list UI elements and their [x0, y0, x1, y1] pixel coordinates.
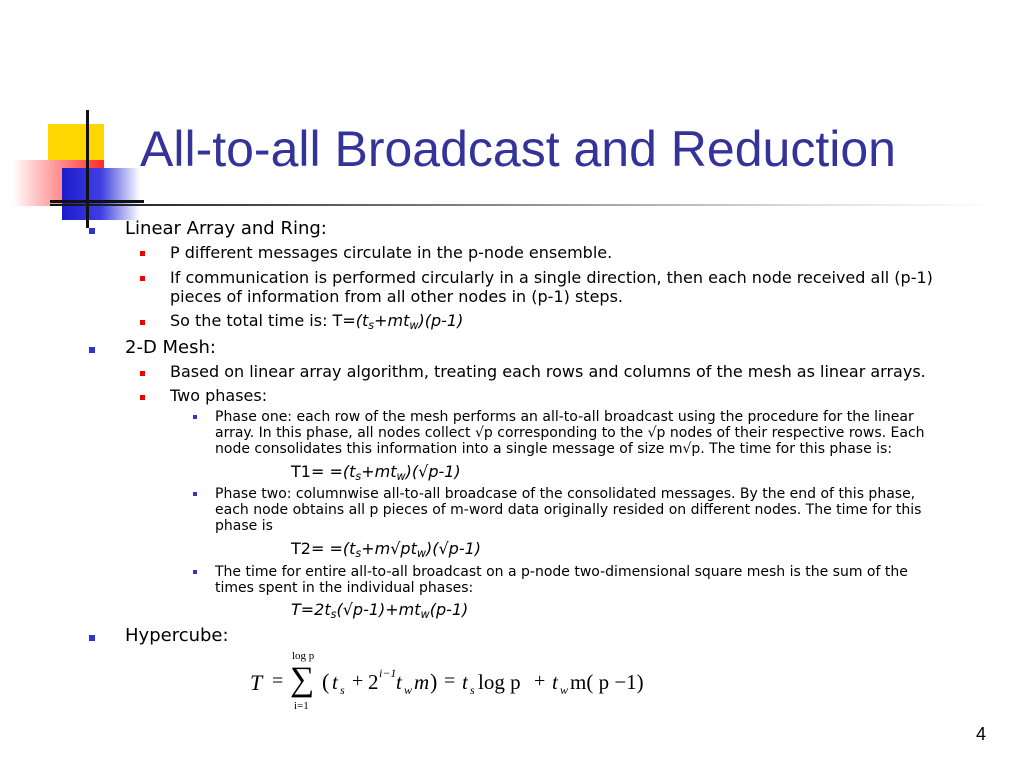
eq-tw: t: [396, 670, 402, 694]
bullet-level3: [193, 492, 197, 496]
eq-equals-2: =: [444, 670, 456, 692]
phase-one-line2: array. In this phase, all nodes collect √p corresponding to the √p nodes of their respective rows. Each: [215, 425, 925, 441]
eq-open-paren: (: [322, 669, 330, 694]
mesh-based-on: Based on linear array algorithm, treating each rows and columns of the mesh as linear arrays.: [170, 362, 926, 381]
eq-tw-sub: w: [404, 683, 413, 697]
bullet-level2: [140, 395, 145, 400]
eq-tw-2-sub: w: [560, 683, 569, 697]
eq-log-p: log p: [478, 670, 521, 694]
bullet-level2: [140, 371, 145, 376]
eq-sum-lower: i=1: [294, 700, 309, 712]
formula-t1: $T1= =(t_s+mt_w)(√p-1)$: [291, 462, 461, 483]
eq-tw-2: t: [552, 670, 558, 694]
phase-two-line1: Phase two: columnwise all-to-all broadcase of the consolidated messages. By the end of this phase,: [215, 486, 916, 502]
eq-rest: m( p −1): [570, 670, 644, 694]
eq-m: m: [414, 670, 430, 694]
eq-ts-2: t: [462, 670, 468, 694]
phase-two-line2: each node obtains all p pieces of m-word data originally resided on different nodes. The time for this: [215, 502, 922, 518]
eq-close-paren: ): [430, 669, 438, 694]
eq-sigma: ∑: [290, 661, 315, 698]
bullet-level3: [193, 570, 197, 574]
mesh-two-phases: Two phases:: [170, 386, 268, 405]
eq-ts-sub: s: [340, 683, 345, 697]
eq-plus: +: [352, 670, 364, 692]
bullet-level2: [140, 320, 145, 325]
bullet-level2: [140, 276, 145, 281]
hypercube-equation: [248, 650, 668, 720]
heading-linear-array: Linear Array and Ring:: [125, 218, 327, 239]
linear-item-2-line1: If communication is performed circularly in a single direction, then each node received all (p-1): [170, 268, 933, 287]
linear-item-1: P different messages circulate in the p-node ensemble.: [170, 243, 613, 262]
eq-ts-2-sub: s: [470, 683, 475, 697]
formula-t2: $T2= =(t_s+m√pt_w)(√p-1)$: [291, 539, 482, 560]
slide-title: All-to-all Broadcast and Reduction: [140, 121, 896, 177]
bullet-level2: [140, 251, 145, 256]
linear-total-time: [170, 311, 463, 330]
bullet-level1: [89, 635, 95, 641]
eq-ts: t: [332, 670, 338, 694]
heading-2d-mesh: 2-D Mesh:: [125, 337, 216, 358]
total-time-formula: $=(t_s+mt_w)(p-1)$: [342, 311, 464, 332]
eq-lhs: T: [250, 670, 263, 695]
bullet-level1: [89, 228, 95, 234]
heading-hypercube: Hypercube:: [125, 625, 229, 646]
eq-sum-upper: log p: [292, 650, 315, 662]
bullet-level1: [89, 347, 95, 353]
mesh-total-line1: The time for entire all-to-all broadcast on a p-node two-dimensional square mesh is the sum of the: [215, 564, 908, 580]
bullet-level3: [193, 415, 197, 419]
page-number: 4: [976, 724, 987, 744]
total-time-prefix: So the total time is: T: [170, 311, 343, 330]
eq-two: 2: [368, 670, 379, 694]
phase-two-line3: phase is: [215, 518, 273, 534]
mesh-total-line2: times spent in the individual phases:: [215, 580, 474, 596]
eq-equals: =: [272, 670, 284, 692]
linear-item-2-line2: pieces of information from all other nodes in (p-1) steps.: [170, 287, 623, 306]
formula-t-total: $T=2t_s(√p-1)+mt_w(p-1)$: [291, 600, 469, 621]
phase-one-line3: node consolidates this information into a single message of size m√p. The time for this phase is:: [215, 441, 893, 457]
phase-one-line1: Phase one: each row of the mesh performs an all-to-all broadcast using the procedure for the linear: [215, 409, 914, 425]
eq-plus-2: +: [534, 670, 546, 692]
eq-exponent: i−1: [379, 666, 397, 680]
